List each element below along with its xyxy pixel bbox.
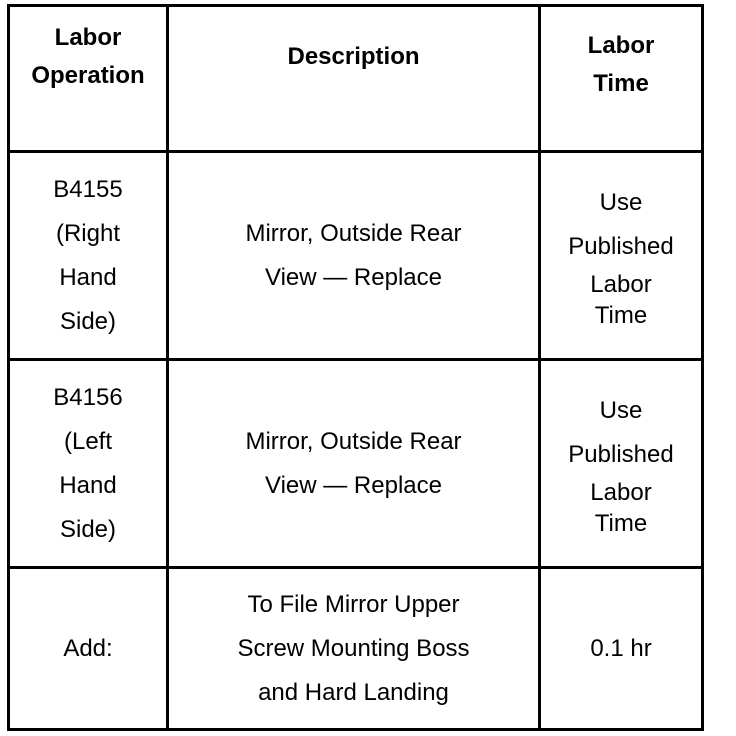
header-labor-time-line-1: Labor (587, 32, 655, 59)
row-1-operation (10, 153, 166, 358)
row-3-description-line-1: To File Mirror Upper (247, 590, 460, 618)
row-1-operation-line-4: Side) (59, 307, 117, 335)
row-1-description-line-1: Mirror, Outside Rear (245, 219, 462, 247)
row-1-labor-time-line-1: Use (599, 188, 643, 216)
row-1-description-line-2: View — Replace (265, 263, 442, 291)
row-1-labor-time-line-4: Time (594, 301, 648, 329)
table-border-bottom (7, 728, 704, 731)
header-labor-operation-line-1: Labor (54, 24, 122, 51)
row-3-labor-time (541, 569, 701, 728)
row-3-description (169, 569, 538, 728)
row-1-operation-line-1: B4155 (53, 175, 123, 203)
row-1-operation-line-2: (Right (55, 219, 121, 247)
row-3-operation-line-1: Add: (63, 634, 113, 662)
row-3-labor-time-line-1: 0.1 hr (590, 634, 652, 662)
row-2-description (169, 361, 538, 566)
row-1-labor-time (541, 153, 701, 358)
header-labor-time-line-2: Time (593, 70, 649, 97)
row-2-labor-time (541, 361, 701, 566)
row-2-operation-line-3: Hand (59, 471, 117, 499)
row-2-description-line-2: View — Replace (265, 471, 442, 499)
header-labor-operation (10, 7, 166, 150)
row-2-description-line-1: Mirror, Outside Rear (245, 427, 462, 455)
header-labor-time (541, 7, 701, 150)
row-2-operation (10, 361, 166, 566)
row-2-labor-time-line-2: Published (568, 440, 674, 468)
header-description (169, 7, 538, 150)
row-3-description-line-3: and Hard Landing (258, 678, 449, 706)
table-border-right (701, 4, 704, 731)
row-3-description-line-2: Screw Mounting Boss (237, 634, 470, 662)
row-2-operation-line-2: (Left (63, 427, 113, 455)
row-2-operation-line-4: Side) (59, 515, 117, 543)
row-1-labor-time-line-3: Labor (590, 270, 652, 298)
row-2-operation-line-1: B4156 (53, 383, 123, 411)
row-2-labor-time-line-1: Use (599, 396, 643, 424)
header-description-text: Description (287, 43, 420, 70)
row-3-operation (10, 569, 166, 728)
row-2-labor-time-line-4: Time (594, 509, 648, 537)
row-2-labor-time-line-3: Labor (590, 478, 652, 506)
row-1-operation-line-3: Hand (59, 263, 117, 291)
labor-table (7, 4, 704, 731)
row-1-labor-time-line-2: Published (568, 232, 674, 260)
row-1-description (169, 153, 538, 358)
header-labor-operation-line-2: Operation (31, 62, 145, 89)
